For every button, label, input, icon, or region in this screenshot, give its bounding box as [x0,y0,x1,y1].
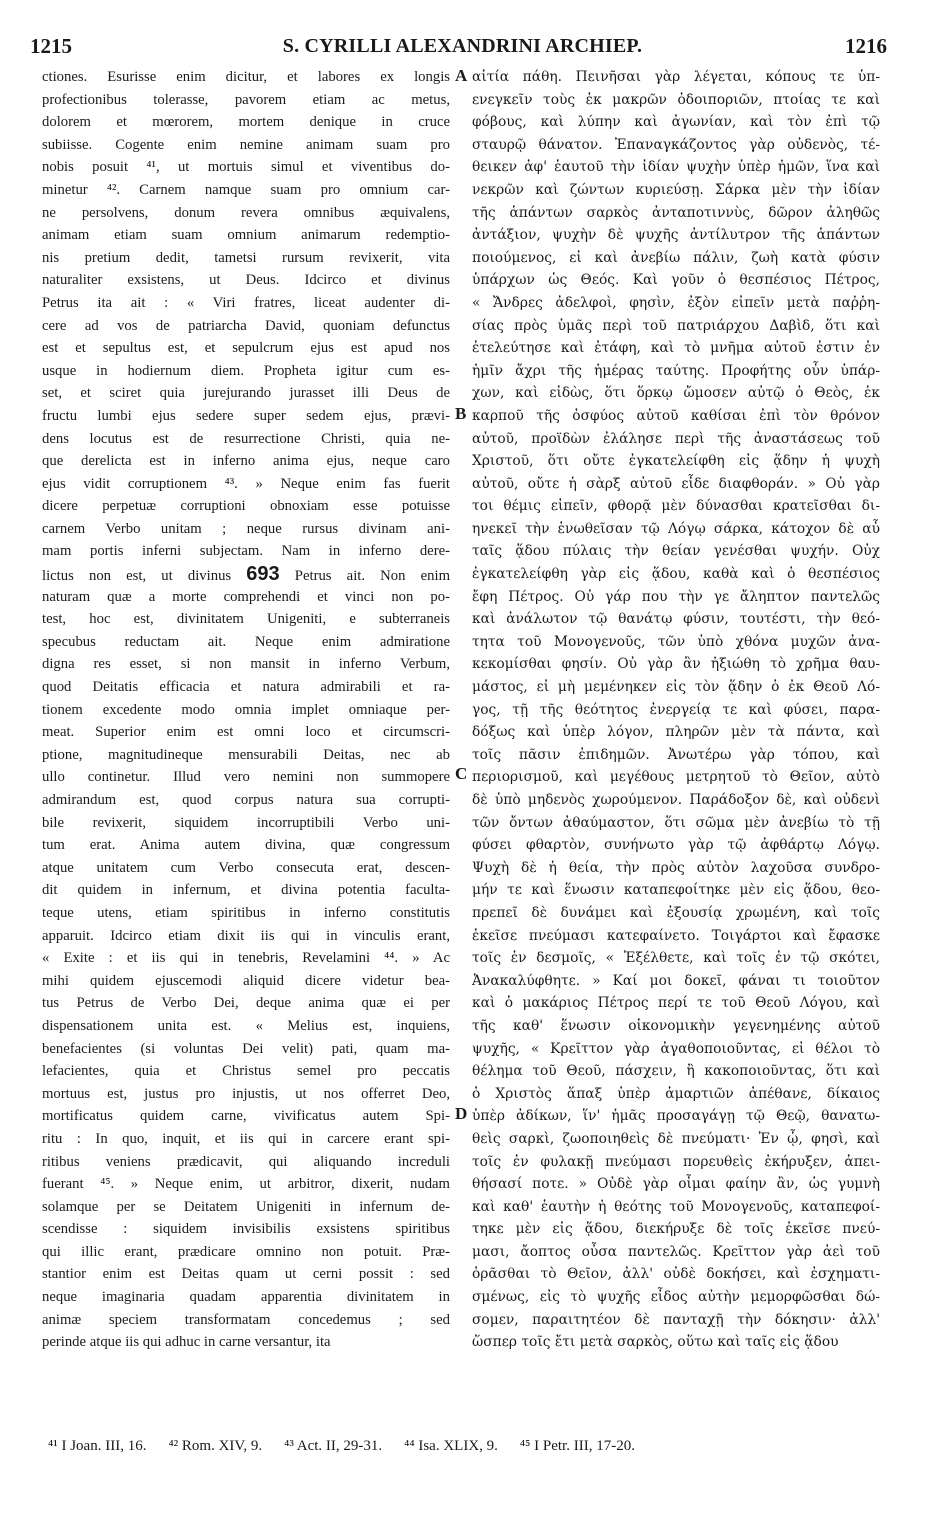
page-header [26,34,899,64]
original-column-marker: 693 [246,563,280,586]
footnotes [48,1438,885,1455]
footnote: ⁴⁴ Isa. XLIX, 9. [404,1438,498,1454]
greek-text-line: ὁ Χριστὸς ἅπαξ ὑπὲρ ἁμαρτιῶν ἀπέθανε, δίκαιος [472,1085,880,1102]
latin-text-line: test, hoc est, divinitatem Unigeniti, e subterraneis [42,611,450,628]
latin-text-line: stantior enim est Deitas quam ut cerni possit : sed [42,1266,450,1283]
greek-text-line: σίας πρὸς ὑμᾶς περὶ τοῦ πατριάρχου Δαβὶδ, ὅτι καὶ [472,317,880,334]
latin-text-line: mortificatus quidem carne, vivificatus autem Spi- [42,1108,450,1125]
latin-text-line: benefacientes (si voluntas Dei velit) pati, quam ma- [42,1040,450,1057]
latin-text-line: atque unitatem cum Verbo consecuta erat, descen- [42,859,450,876]
latin-text-line: lefacientes, quia et Christus semel pro peccatis [42,1063,450,1080]
latin-text-line: ritu : In quo, inquit, et iis qui in carcere erant spi- [42,1130,450,1147]
greek-text-line: ψυχῆς, « Κρεῖττον γὰρ ἀγαθοποιοῦντας, εἰ θέλοι τὸ [472,1040,880,1057]
greek-text-line: τοι θέμις εἰπεῖν, φθορᾷ μὲν δύνασθαι κρατεῖσθαι δι- [472,498,880,515]
greek-text-line: τῆς ἁπάντων σαρκὸς ἀνταποτιννὺς, δῶρον ἀληθῶς [472,204,880,221]
greek-text-line: θέλημα τοῦ Θεοῦ, πάσχειν, ἢ κακοποιοῦντας, ὅτι καὶ [472,1063,880,1080]
latin-text-line: est et sepultus est, et sepulcrum ejus est apud nos [42,340,450,357]
latin-text-line: animam etiam suam omnium animarum redemptio- [42,227,450,244]
greek-text-line: « Ἄνδρες ἀδελφοὶ, φησὶν, ἐξὸν εἰπεῖν μετὰ παῤῥη- [472,294,880,311]
greek-text-line: Ψυχὴ δὲ ἡ θεία, τὴν πρὸς αὐτὸν λαχοῦσα συνδρο- [472,859,880,876]
latin-text-line: Petrus ita ait : « Viri fratres, liceat audenter di- [42,294,450,311]
latin-text-line: naturaliter exsistens, ut Deus. Idcirco et divinus [42,272,450,289]
latin-text-line: dens locutus est de resurrectione Christi, quia ne- [42,430,450,447]
latin-text-line: quod Deitatis efficacia et natura admirabili et ra- [42,679,450,696]
latin-text-line: nobis posuit ⁴¹, ut mortuis simul et viventibus do- [42,159,450,176]
footnote: ⁴² Rom. XIV, 9. [168,1438,263,1454]
running-title: S. CYRILLI ALEXANDRINI ARCHIEP. [282,35,643,57]
latin-text-line: meat. Superior enim est omni loco et circumscri- [42,724,450,741]
latin-text-line: neque imaginaria quadam apparentia divinitatem in [42,1289,450,1306]
latin-text-line: qui illic erant, prædicare omnino non potuit. Præ- [42,1243,450,1260]
latin-text-line: dolorem et mœrorem, mortem denique in cruce [42,114,450,131]
latin-text-line: dicere perpetuæ corruptioni obnoxiam esse potuisse [42,498,450,515]
greek-text-line: θεὶς σαρκὶ, ζωοποιηθεὶς δὲ πνεύματι· Ἐν ᾧ, φησὶ, καὶ [472,1130,880,1147]
latin-text-line: profectionibus tolerasse, pavorem etiam ac metus, [42,91,450,108]
latin-text-line: fructu lumbi ejus sedere super sedem ejus, prævi- [42,407,450,424]
greek-text-line: καὶ καθ' ἑαυτὴν ἡ θεότης τοῦ Μονογενοῦς, καταπεφοί- [472,1198,880,1215]
latin-text-column [42,66,450,1354]
greek-text-line: ταῖς ᾅδου πύλαις τὴν θείαν γενέσθαι ψυχήν. Οὐχ [472,543,880,560]
latin-text-line: teque utens, etiam spiritibus in inferno constitutis [42,904,450,921]
greek-text-line: φύσει φθαρτὸν, συνήνωτο γὰρ τῷ ἀφθάρτῳ Λόγῳ. [472,837,880,854]
greek-text-line: καρποῦ τῆς ὀσφύος αὐτοῦ καθίσαι ἐπὶ τὸν θρόνον [472,407,880,424]
greek-text-line: τῶν ὄντων ἀθαύμαστον, ὅτι σῶμα μὲν ἀνεβίω τὸ τῇ [472,814,880,831]
latin-text-line: mortuus est, justus pro injustis, ut nos offerret Deo, [42,1085,450,1102]
latin-text-line: subiisse. Cogente enim nemine animam suam pro [42,136,450,153]
latin-text-line: usque in hodiernum diem. Propheta igitur cum es- [42,362,450,379]
latin-text-line: apparuit. Idcirco etiam dixit iis qui in vinculis erant, [42,927,450,944]
greek-text-line: μασι, ἄοπτος οὖσα παντελῶς. Κρεῖττον γὰρ ἀεὶ τοῦ [472,1243,880,1260]
greek-text-line: περιορισμοῦ, καὶ μεγέθους μετρητοῦ τὸ Θεῖον, αὐτὸ [472,769,880,786]
greek-text-line: αἰτία πάθη. Πεινῆσαι γὰρ λέγεται, κόπους τε ὑπ- [472,69,880,85]
latin-text-line: tionem excedente modo omnia implet omniaque per- [42,701,450,718]
greek-text-column [472,66,880,1354]
greek-text-line: ὑπάρχων ὡς Θεός. Καὶ γοῦν ὁ θεσπέσιος Πέτρος, [472,272,880,289]
greek-text-line: σμένως, εἰς τὸ ψυχῆς εἶδος αὐτὴν μεμορφῶσθαι δώ- [472,1289,880,1306]
greek-text-line: τοῖς ἐν δεσμοῖς, « Ἐξέλθετε, καὶ τοῖς ἐν τῷ σκότει, [472,950,880,967]
footnote: ⁴¹ I Joan. III, 16. [48,1438,147,1454]
greek-text-line: θεικεν ἀφ' ἑαυτοῦ τὴν ἰδίαν ψυχὴν ὑπὲρ ἡμῶν, ἵνα καὶ [472,159,880,176]
latin-text-line: set, et sciret quia jurejurando jurasset illi Deus de [42,385,450,402]
latin-text-line: fuerant ⁴⁵. » Neque enim, ut arbitror, dixerit, nudam [42,1176,450,1193]
greek-text-line: γος, τῇ τῆς θεότητος ἐνεργείᾳ τε καὶ φύσει, παρα- [472,701,880,718]
greek-text-line: ποιούμενος, εἰ καὶ ἀνεβίω πάλιν, ζωὴ κατὰ φύσιν [472,249,880,266]
greek-text-line: καὶ ἀνάλωτον τῷ θανάτῳ φύσιν, τουτέστι, τὴν θεό- [472,611,880,628]
greek-text-line: ἔφη Πέτρος. Οὐ γάρ που τὴν γε ἄληπτον παντελῶς [472,588,880,605]
greek-text-line: ἀντάξιον, ψυχὴν δὲ ψυχῆς ἀντίλυτρον τῆς ἁπάντων [472,227,880,244]
greek-text-line: μάστος, εἰ μὴ μεμένηκεν εἰς τὸν ᾅδην ὁ ἐκ Θεοῦ Λό- [472,679,880,696]
footnote: ⁴³ Act. II, 29-31. [284,1438,383,1454]
latin-text-line: carnem Verbo unitam ; neque rursus divinam ani- [42,520,450,537]
latin-text-line: mam portis inferni subjectam. Nam in inferno dere- [42,543,450,560]
latin-text-line: ptione, magnitudineque mensurabili Deitas, nec ab [42,746,450,763]
greek-text-line: σταυρῷ θάνατον. Ἐπαναγκάζοντος γὰρ οὐδενὸς, τέ- [472,136,880,153]
greek-text-line: ὁρᾶσθαι τὸ Θεῖον, ἀλλ' οὐδὲ δοκήσει, καὶ ἐσχηματι- [472,1266,880,1283]
greek-text-line: ἐτελεύτησε καὶ ἐτάφη, καὶ τὸ μνῆμα αὐτοῦ ἐστιν ἐν [472,340,880,357]
greek-text-line: χων, καὶ εἰδὼς, ὅτι ὅρκῳ ὤμοσεν αὐτῷ ὁ Θεὸς, ἐκ [472,385,880,402]
latin-text-line: minetur ⁴². Carnem namque suam pro omnium car- [42,181,450,198]
greek-text-line: αὐτοῦ, οὔτε ἡ σὰρξ αὐτοῦ εἶδε διαφθοράν. » Οὐ γὰρ [472,475,880,492]
margin-mark-d: D [455,1104,468,1123]
latin-text-line: tum erat. Anima autem divina, quæ congressum [42,837,450,854]
margin-mark-b: B [455,404,467,423]
latin-text-line: specubus reductam ait. Neque enim admiratione [42,633,450,650]
greek-text-line: ὑπὲρ ἀδίκων, ἵν' ἡμᾶς προσαγάγῃ τῷ Θεῷ, θανατω- [472,1108,880,1125]
latin-text-line: digna res esset, si non mansit in inferno Verbum, [42,656,450,673]
latin-text-line: dit quidem in infernum, et divina potentia faculta- [42,882,450,899]
greek-text-line: δόξως καὶ ὑπὲρ λόγον, πληρῶν μὲν τὰ πάντα, καὶ [472,724,880,741]
greek-text-line: Χριστοῦ, ὅτι οὔτε ἐγκατελείφθη εἰς ᾅδην ἡ ψυχὴ [472,453,880,470]
greek-text-line: θήσασί ποτε. » Οὐδὲ γὰρ οἶμαι φαίην ἂν, ὡς γυμνὴ [472,1176,880,1193]
latin-text-line: perinde atque iis qui adhuc in carne versantur, ita [42,1334,331,1351]
greek-text-line: ενεγκεῖν τοὺς ἐκ μακρῶν ὁδοιποριῶν, πτοίας τε καὶ [472,91,880,108]
greek-text-line: τητα τοῦ Μονογενοῦς, τῶν ὑπὸ χθόνα μυχῶν ἀνα- [472,633,880,650]
latin-text-line: lictus non est, ut divinus 693 Petrus ait. Non enim [42,563,450,586]
latin-text-line: animæ speciem transformatam concedemus ; sed [42,1311,450,1328]
latin-text-line: scendisse : siquidem invisibilis exsistens spiritibus [42,1221,450,1238]
greek-text-line: σομεν, παραιτητέον δὲ πανταχῇ τὴν δόκησιν· ἀλλ' [472,1311,880,1328]
greek-text-line: ὥσπερ τοῖς ἔτι μετὰ σαρκὸς, οὕτω καὶ ταῖς εἰς ᾅδου [472,1334,839,1351]
greek-text-line: δὲ ὑπὸ μηδενὸς χωρούμενον. Παράδοξον δὲ, καὶ οὐδενὶ [472,792,880,808]
footnote: ⁴⁵ I Petr. III, 17-20. [519,1438,635,1454]
greek-text-line: κεκομίσθαι φησίν. Οὐ γὰρ ἂν ἠξιώθη τὸ χρῆμα θαυ- [472,656,880,673]
greek-text-line: τῆς καθ' ἕνωσιν οἰκονομικὴν γεγενημένης αὐτοῦ [472,1017,880,1034]
greek-text-line: ηνεκεῖ τὴν ἑνωθεῖσαν τῷ Λόγῳ σάρκα, κάτοχον δὲ αὖ [472,520,880,537]
latin-text-line: admirandum est, quod corpus natura sua corrupti- [42,792,450,808]
latin-text-line: dispensationem unita est. « Melius est, inquiens, [42,1017,450,1034]
greek-text-line: ἐγκατελείφθη γὰρ εἰς ᾅδου, καθὰ καὶ ὁ θεσπέσιος [472,566,880,583]
latin-text-line: tus Petrus de Verbo Dei, deque anima quæ ei per [42,995,450,1012]
greek-text-line: ἡμῖν ἄχρι τῆς ἡμέρας ταύτης. Προφήτης οὖν ὑπάρ- [472,362,880,379]
right-column-number: 1216 [845,34,887,58]
greek-text-line: καὶ ὁ μακάριος Πέτρος περί τε τοῦ Θεοῦ Λόγου, καὶ [472,995,880,1012]
latin-text-line: ctiones. Esurisse enim dicitur, et labores ex longis [42,69,450,85]
greek-text-line: τηκε μὲν εἰς ᾅδου, διεκήρυξε δὲ τοῖς ἐκεῖσε πνεύ- [472,1221,880,1238]
greek-text-line: πρεπεῖ δὲ δυνάμει καὶ ἐξουσίᾳ χρωμένη, καὶ τοῖς [472,904,880,921]
greek-text-line: τοῖς ἐν φυλακῇ πνεύμασι πορευθεὶς ἐκήρυξεν, ἀπει- [472,1153,880,1170]
latin-text-line: « Exite : et iis qui in tenebris, Revelamini ⁴⁴. » Ac [42,950,450,967]
greek-text-line: ἐκεῖσε πνεύμασι κατεφαίνετο. Τοιγάρτοι καὶ ἔφασκε [472,927,880,944]
greek-text-line: τοῖς πᾶσιν ἐπιδημῶν. Ἀνωτέρω γὰρ τόπου, καὶ [472,746,880,763]
latin-text-line: mihi quidem ejuscemodi aliquid dicere videtur bea- [42,972,450,989]
greek-text-line: νεκρῶν καὶ ζώντων κυριεύσῃ. Σάρκα μὲν τὴν ἰδίαν [472,181,880,198]
latin-text-line: bile revixerit, siquidem incorruptibili Verbo uni- [42,814,450,831]
margin-mark-c: C [455,764,468,783]
greek-text-line: μήν τε καὶ ἕνωσιν καταπεφοίτηκε μὲν εἰς ᾅδου, θεο- [472,882,880,899]
margin-mark-a: A [455,66,468,85]
latin-text-line: ullo continetur. Illud vero nemini non summopere [42,769,450,786]
latin-text-line: nis pretium dedit, tametsi rursum revixerit, vita [42,249,450,266]
greek-text-line: Ἀνακαλύφθητε. » Καί μοι δοκεῖ, φάναι τι τοιοῦτον [472,972,880,989]
latin-text-line: solamque per se Deitatem Unigeniti in infernum de- [42,1198,450,1215]
latin-text-line: cere ad vos de patriarcha David, quoniam defunctus [42,317,450,334]
greek-text-line: αὐτοῦ, προϊδὼν ἐλάλησε περὶ τῆς ἀναστάσεως τοῦ [472,430,880,447]
latin-text-line: naturam quæ a morte comprehendi et vinci non po- [42,588,450,605]
latin-text-line: ritibus veniens prædicavit, qui aliquando increduli [42,1153,450,1170]
greek-text-line: φόβους, καὶ λύπην καὶ ἀγωνίαν, καὶ τὸν ἐπὶ τῷ [472,114,880,131]
left-column-number: 1215 [30,34,72,58]
latin-text-line: que derelicta est in inferno anima ejus, neque caro [42,453,450,470]
latin-text-line: ejus vidit corruptionem ⁴³. » Neque enim fas fuerit [42,475,450,492]
latin-text-line: ne persolvens, donum revera omnibus æquivalens, [42,204,450,221]
